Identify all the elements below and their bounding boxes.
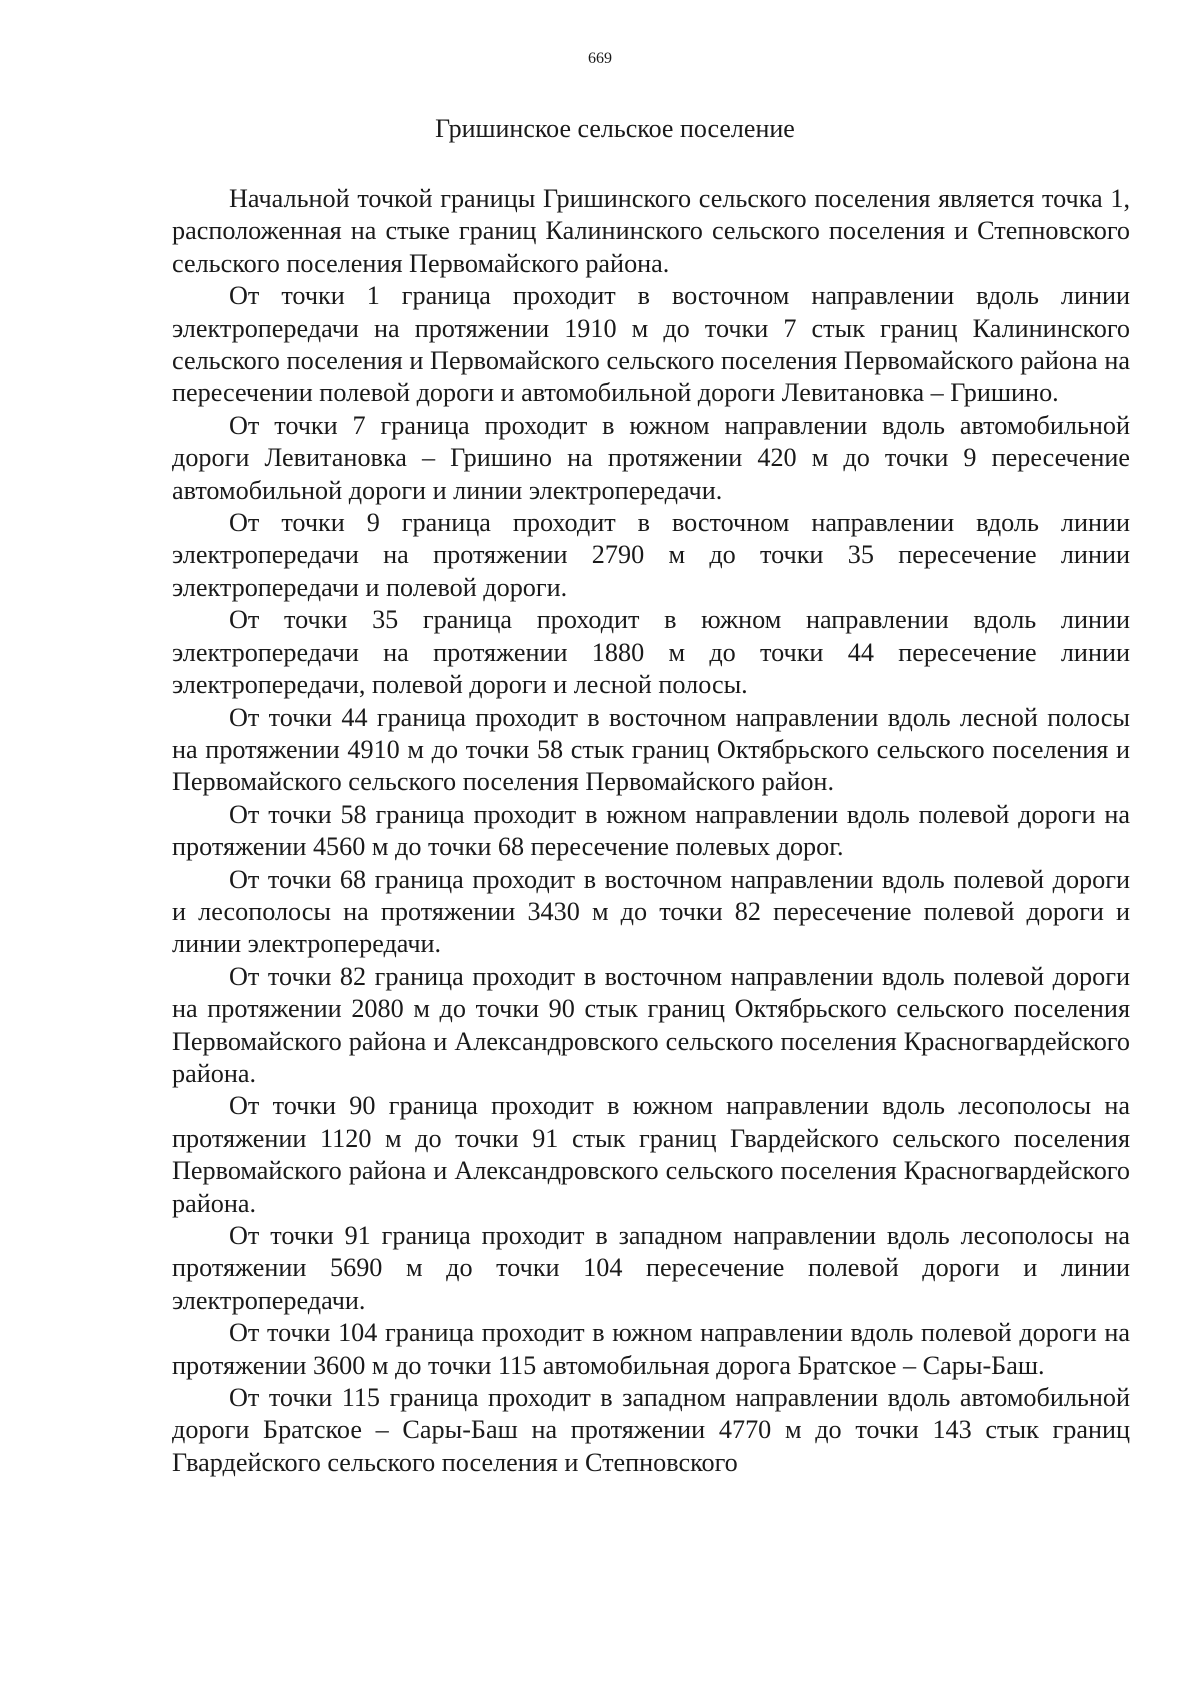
paragraph: От точки 104 граница проходит в южном направлении вдоль полевой дороги на протяжении 3600 м до точки 115 автомобильная дорога Братское – Сары-Баш.: [172, 1318, 1130, 1380]
paragraph: От точки 1 граница проходит в восточном направлении вдоль линии электропередачи на протяжении 1910 м до точки 7 стык границ Калининского сельского поселения и Первомайского сельского поселения Первомайского района на пересечении полевой дороги и автомобильной дороги Левитановка – Гришино.: [172, 281, 1130, 408]
paragraph: Начальной точкой границы Гришинского сельского поселения является точка 1, расположенная на стыке границ Калининского сельского поселения и Степновского сельского поселения Первомайского района.: [172, 184, 1130, 278]
paragraph: От точки 90 граница проходит в южном направлении вдоль лесополосы на протяжении 1120 м до точки 91 стык границ Гвардейского сельского поселения Первомайского района и Александровского сельского поселения Красногвардейского района.: [172, 1091, 1130, 1218]
paragraph: От точки 82 граница проходит в восточном направлении вдоль полевой дороги на протяжении 2080 м до точки 90 стык границ Октябрьского сельского поселения Первомайского района и Александровского сельского поселения Красногвардейского района.: [172, 961, 1130, 1088]
paragraph: От точки 91 граница проходит в западном направлении вдоль лесополосы на протяжении 5690 м до точки 104 пересечение полевой дороги и линии электропередачи.: [172, 1221, 1130, 1315]
page-number: 669: [588, 50, 612, 67]
paragraph: От точки 115 граница проходит в западном направлении вдоль автомобильной дороги Братское – Сары-Баш на протяжении 4770 м до точки 143 стык границ Гвардейского сельского поселения и Степновского: [172, 1383, 1130, 1477]
paragraph: От точки 58 граница проходит в южном направлении вдоль полевой дороги на протяжении 4560 м до точки 68 пересечение полевых дорог.: [172, 799, 1130, 862]
page-title: Гришинское сельское поселение: [435, 114, 795, 143]
document-body: [172, 183, 1130, 1479]
paragraph: От точки 35 граница проходит в южном направлении вдоль линии электропередачи на протяжении 1880 м до точки 44 пересечение линии электропередачи, полевой дороги и лесной полосы.: [172, 605, 1130, 700]
paragraph: От точки 44 граница проходит в восточном направлении вдоль лесной полосы на протяжении 4910 м до точки 58 стык границ Октябрьского сельского поселения и Первомайского сельского поселения Первомайского район.: [172, 702, 1130, 797]
paragraph: От точки 9 граница проходит в восточном направлении вдоль линии электропередачи на протяжении 2790 м до точки 35 пересечение линии электропередачи и полевой дороги.: [172, 508, 1130, 602]
paragraph: От точки 68 граница проходит в восточном направлении вдоль полевой дороги и лесополосы на протяжении 3430 м до точки 82 пересечение полевой дороги и линии электропередачи.: [172, 864, 1130, 959]
paragraph: От точки 7 граница проходит в южном направлении вдоль автомобильной дороги Левитановка – Гришино на протяжении 420 м до точки 9 пересечение автомобильной дороги и линии электропередачи.: [172, 410, 1130, 505]
